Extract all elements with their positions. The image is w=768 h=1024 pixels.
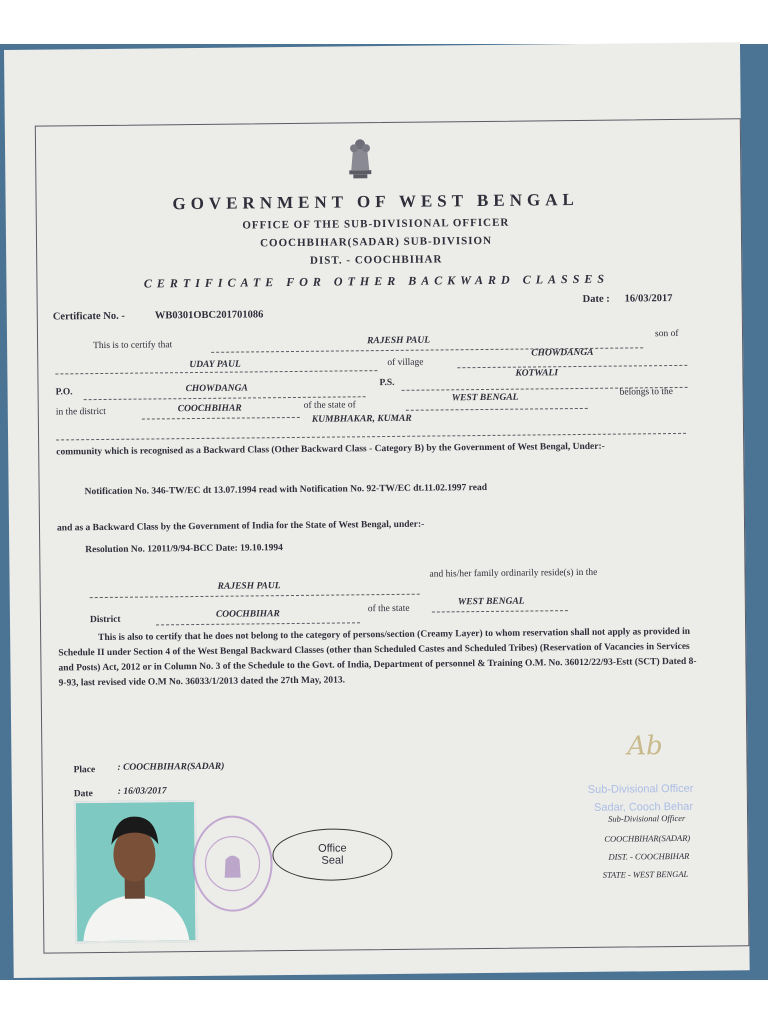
footer-date-value: : 16/03/2017 — [117, 786, 167, 797]
state-name-2: WEST BENGAL — [457, 596, 525, 608]
district-label-2: District — [89, 614, 121, 626]
ps-name: KOTWALI — [515, 368, 559, 379]
son-of-label: son of — [654, 328, 679, 340]
po-name: CHOWDANGA — [185, 383, 248, 395]
government-heading: GOVERNMENT OF WEST BENGAL — [172, 189, 579, 214]
state-label-2: of the state — [367, 603, 410, 615]
belongs-label: belongs to the — [619, 387, 673, 398]
sdo-district: DIST. - COOCHBIHAR — [608, 850, 690, 862]
po-label: P.O. — [55, 387, 73, 398]
office-line-1: OFFICE OF THE SUB-DIVISIONAL OFFICER — [242, 216, 510, 232]
village-name: CHOWDANGA — [531, 347, 594, 359]
backward-class-india-text: and as a Backward Class by the Government of India for the State of West Bengal, under:- — [56, 519, 425, 534]
district-label: in the district — [55, 406, 106, 418]
certificate-title: CERTIFICATE FOR OTHER BACKWARD CLASSES — [143, 271, 610, 291]
round-seal-stamp — [192, 815, 273, 912]
resides-text: and his/her family ordinarily reside(s) in the — [429, 567, 598, 580]
certificate-number: WB0301OBC201701086 — [154, 309, 264, 322]
resides-name: RAJESH PAUL — [217, 581, 281, 592]
certificate-date-label: Date : — [582, 293, 610, 305]
sdo-state: STATE - WEST BENGAL — [602, 868, 689, 880]
certificate-date: 16/03/2017 — [624, 293, 673, 305]
father-name: UDAY PAUL — [189, 359, 241, 371]
resolution-text: Resolution No. 12011/9/94-BCC Date: 19.10.1994 — [85, 543, 283, 556]
place-value: : COOCHBIHAR(SADAR) — [117, 761, 225, 773]
certificate-document — [4, 42, 750, 978]
officer-signature: Ab — [627, 731, 663, 762]
office-line-2: COOCHBIHAR(SADAR) SUB-DIVISION — [259, 234, 493, 250]
community-recognition-text: community which is recognised as a Backward Class (Other Backward Class - Category B) by the Government of West Bengal, Under:- — [56, 441, 605, 458]
state-label: of the state of — [303, 400, 356, 411]
stamp-line-2: Sadar, Cooch Behar — [593, 800, 694, 814]
person-portrait-icon — [76, 802, 195, 941]
village-label: of village — [387, 357, 424, 369]
place-label: Place — [73, 765, 96, 776]
certify-label: This is to certify that — [93, 340, 173, 352]
state-name: WEST BENGAL — [451, 392, 519, 404]
district-name: COOCHBIHAR — [177, 403, 242, 415]
national-emblem-icon — [343, 134, 377, 180]
community-name: KUMBHAKAR, KUMAR — [311, 413, 412, 425]
notification-text: Notification No. 346-TW/EC dt 13.07.1994 read with Notification No. 92-TW/EC dt.11.02.1997 read — [84, 482, 488, 498]
stamp-emblem-icon — [194, 817, 271, 910]
sdo-subdivision: COOCHBIHAR(SADAR) — [604, 832, 691, 844]
footer-date-label: Date — [73, 789, 93, 800]
creamy-layer-text: This is also to certify that he does not belong to the category of persons/section (Creamy Layer) to whom reservation shall not apply as provided in Schedule II under Section 4 of the West Bengal Backward Classes (other than Scheduled Castes and Scheduled Tribes) (Reservation of Vacancies in Services and Posts) Act, 2012 or in Column No. 3 of the Schedule to the Govt. of India, Department of personnel & Training O.M. No. 36012/22/93-Estt (SCT) Dated 8-9-93, last revised vide O.M No. 36033/1/2013 dated the 27th May, 2013. — [58, 626, 697, 689]
office-seal-line-2: Seal — [321, 854, 344, 867]
office-seal-line-1: Office — [318, 842, 347, 855]
sdo-title: Sub-Divisional Officer — [608, 812, 686, 824]
stamp-line-1: Sub-Divisional Officer — [587, 782, 694, 796]
ps-label: P.S. — [379, 377, 395, 389]
district-name-2: COOCHBIHAR — [215, 609, 280, 620]
applicant-photo — [74, 800, 197, 943]
certificate-number-label: Certificate No. - — [52, 310, 125, 323]
office-line-3: DIST. - COOCHBIHAR — [309, 253, 443, 267]
applicant-name: RAJESH PAUL — [367, 335, 431, 347]
